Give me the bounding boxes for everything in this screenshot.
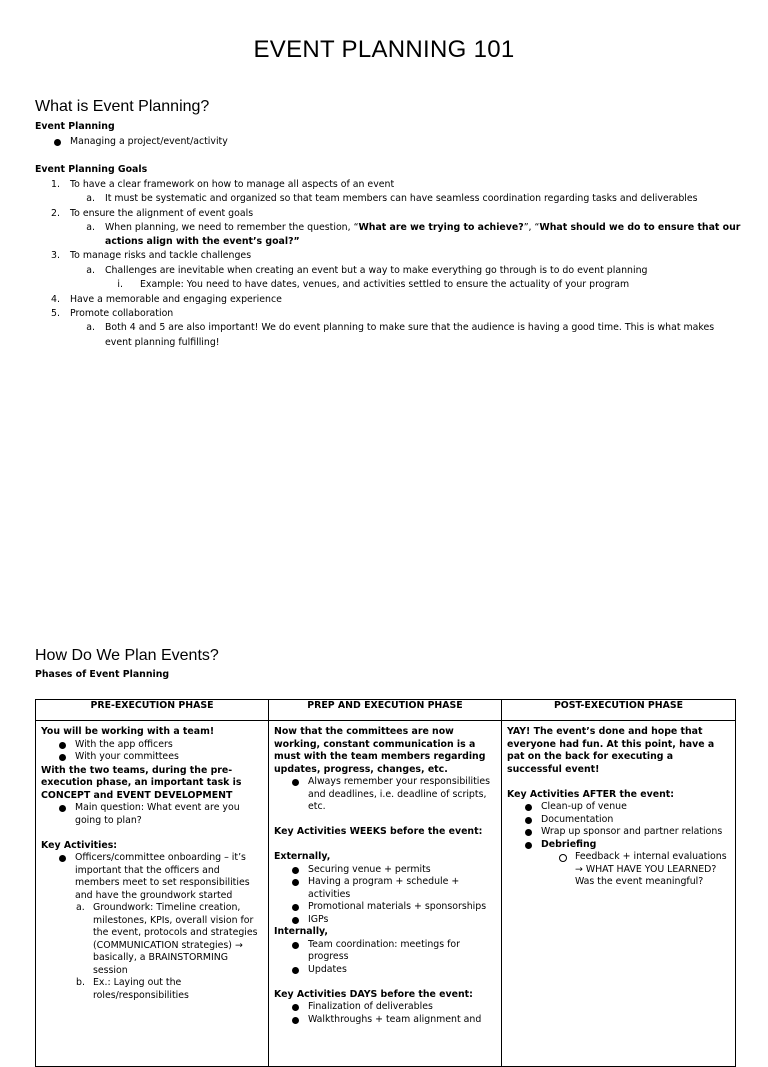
cell-text: Now that the committees are now working, constant communication is a must with the team members regarding updates, progress, changes, etc.: [274, 726, 486, 775]
bullet-icon: [54, 139, 61, 146]
list-item: Promotional materials + sponsorships: [308, 901, 496, 914]
section-heading-how: How Do We Plan Events?: [35, 647, 219, 664]
list-item: IGPs: [308, 914, 496, 927]
list-item: Clean-up of venue: [541, 801, 730, 814]
table-row: [36, 721, 736, 1067]
list-marker: 4.: [51, 294, 60, 305]
list-item: Feedback + internal evaluations → WHAT HAVE YOU LEARNED? Was the event meaningful?: [575, 851, 730, 889]
list-marker: 3.: [51, 250, 60, 261]
cell-text: Key Activities WEEKS before the event:: [274, 826, 483, 837]
column-header: POST-EXECUTION PHASE: [502, 700, 736, 721]
label-goals: Event Planning Goals: [35, 164, 148, 175]
list-marker: a.: [86, 193, 95, 204]
list-item: Documentation: [541, 814, 730, 827]
list-item: With the app officers: [75, 739, 263, 752]
list-item: Both 4 and 5 are also important! We do event planning to make sure that the audience is having a good time. This is what makes: [105, 322, 715, 333]
list-marker: 2.: [51, 208, 60, 219]
list-marker: 5.: [51, 308, 60, 319]
list-item: To ensure the alignment of event goals: [70, 208, 254, 219]
list-item: b. Ex.: Laying out the roles/responsibilities: [76, 977, 189, 1001]
list-item: Team coordination: meetings for progress: [308, 939, 496, 964]
pre-execution-cell: [36, 721, 269, 1067]
list-item: Having a program + schedule + activities: [308, 876, 496, 901]
list-marker: a.: [86, 265, 95, 276]
list-item: To manage risks and tackle challenges: [70, 250, 252, 261]
cell-text: Internally,: [274, 926, 328, 937]
list-marker: 1.: [51, 179, 60, 190]
label-phases: Phases of Event Planning: [35, 669, 170, 680]
list-item: Wrap up sponsor and partner relations: [541, 826, 730, 839]
list-item: a. Groundwork: Timeline creation, milestones, KPIs, overall vision for the event, protocols and strategies (COMMUNICATION strategies) → basically, a BRAINSTORMING session: [76, 902, 258, 976]
prep-execution-cell: [269, 721, 502, 1067]
cell-text: Externally,: [274, 851, 331, 862]
list-item: Debriefing Feedback + internal evaluations → WHAT HAVE YOU LEARNED? Was the event meaningful?: [541, 839, 730, 889]
list-item: With your committees: [75, 751, 263, 764]
list-marker: i.: [117, 279, 123, 290]
list-item: To have a clear framework on how to manage all aspects of an event: [70, 179, 395, 190]
list-item: Updates: [308, 964, 496, 977]
label-event-planning: Event Planning: [35, 121, 115, 132]
column-header: PREP AND EXECUTION PHASE: [269, 700, 502, 721]
phases-table: [35, 699, 736, 1067]
section-heading-what-is: What is Event Planning?: [35, 98, 210, 115]
list-item: Example: You need to have dates, venues, and activities settled to ensure the actuality of your program: [140, 279, 630, 290]
cell-text: With the two teams, during the pre-execution phase, an important task is CONCEPT and EVENT DEVELOPMENT: [41, 764, 242, 801]
cell-text: YAY! The event’s done and hope that everyone had fun. At this point, have a pat on the back for executing a successful event!: [507, 726, 715, 775]
column-header: PRE-EXECUTION PHASE: [36, 700, 269, 721]
list-item: Always remember your responsibilities and deadlines, i.e. deadline of scripts, etc.: [308, 776, 496, 814]
table-header-row: [36, 700, 736, 721]
cell-text: Key Activities DAYS before the event:: [274, 988, 473, 1000]
list-item: It must be systematic and organized so that team members can have seamless coordination regarding tasks and deliverables: [105, 193, 698, 204]
list-item: Challenges are inevitable when creating an event but a way to make everything go through is to do event planning: [105, 265, 648, 276]
list-item: Have a memorable and engaging experience: [70, 294, 282, 305]
cell-text: Key Activities:: [41, 839, 118, 851]
list-item-continued: actions align with the event’s goal?”: [105, 236, 300, 247]
list-item: Walkthroughs + team alignment and: [308, 1014, 496, 1027]
list-marker: a.: [86, 322, 95, 333]
cell-text: You will be working with a team!: [41, 726, 215, 737]
list-marker: a.: [86, 222, 95, 233]
list-item: Main question: What event are you going to plan?: [75, 802, 263, 827]
list-item: Officers/committee onboarding – it’s important that the officers and members meet to set responsibilities and have the groundwork started a. Groundwork: Timeline creation, milestones, KPIs, overall vision for the event, protocols and strategies (COMMUNICATION strategies) → basically, a BRAINSTORMING session b. Ex.: Laying out the roles/responsibilities: [75, 852, 263, 1002]
list-item: Finalization of deliverables: [308, 1001, 496, 1014]
post-execution-cell: [502, 721, 736, 1067]
list-item: Securing venue + permits: [308, 864, 496, 877]
list-item: Promote collaboration: [70, 308, 174, 319]
list-item-continued: event planning fulfilling!: [105, 337, 220, 348]
bullet-text: Managing a project/event/activity: [70, 136, 228, 147]
cell-text: Key Activities AFTER the event:: [507, 788, 675, 800]
page-title: EVENT PLANNING 101: [253, 36, 515, 63]
list-item: When planning, we need to remember the question, “What are we trying to achieve?”, “What should we do to ensure that our: [105, 222, 741, 233]
